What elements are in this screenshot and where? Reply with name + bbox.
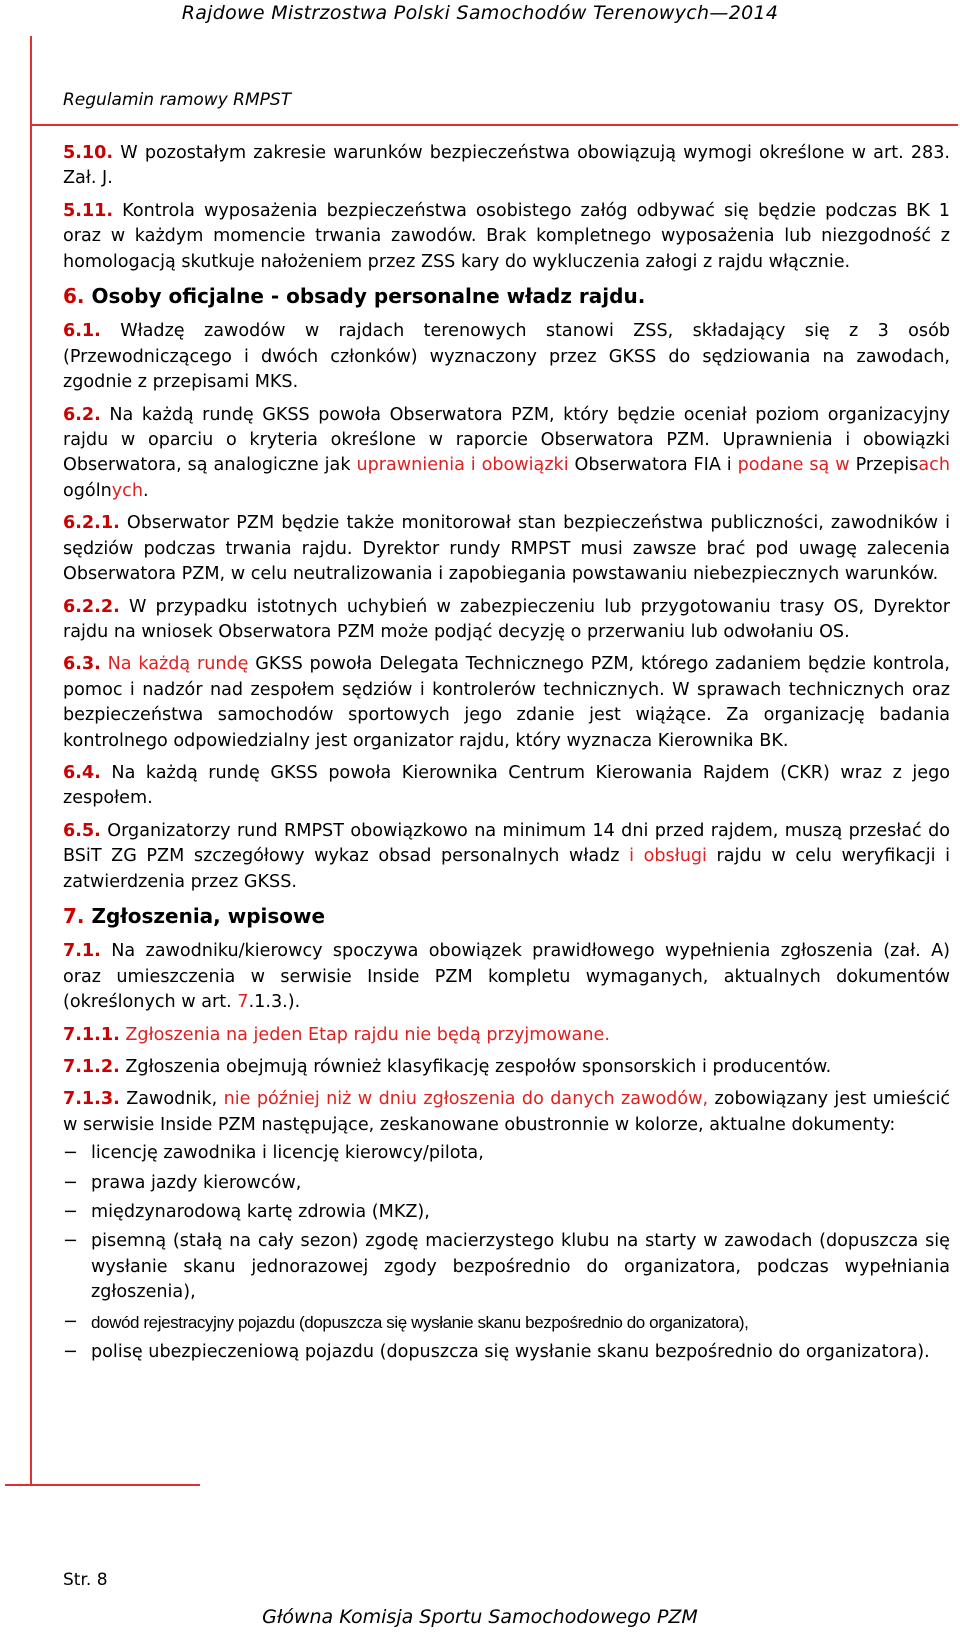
section-heading-7: 7. Zgłoszenia, wpisowe <box>63 903 326 928</box>
list-item: − polisę ubezpieczeniową pojazdu (dopuszcza się wysłanie skanu bezpośrednio do organizatora). <box>63 1340 950 1365</box>
dash-bullet-icon: − <box>63 1172 78 1193</box>
list-item: − dowód rejestracyjny pojazdu (dopuszcza się wysłanie skanu bezpośrednio do organizatora), <box>63 1310 950 1336</box>
paragraph-5-10: 5.10. W pozostałym zakresie warunków bezpieczeństwa obowiązują wymogi określone w art. 283. Zał. J. <box>63 143 951 189</box>
document-subtitle: Regulamin ramowy RMPST <box>63 90 292 110</box>
paragraph-6-4: 6.4. Na każdą rundę GKSS powoła Kierownika Centrum Kierowania Rajdem (CKR) wraz z jego zespołem. <box>63 762 950 809</box>
page-number: Str. 8 <box>63 1570 108 1590</box>
dash-bullet-icon: − <box>63 1311 78 1332</box>
header-rule <box>30 124 958 126</box>
dash-bullet-icon: − <box>63 1202 78 1223</box>
paragraph-7-1-2: 7.1.2. Zgłoszenia obejmują również klasyfikację zespołów sponsorskich i producentów. <box>63 1057 832 1077</box>
paragraph-7-1-1: 7.1.1. Zgłoszenia na jeden Etap rajdu nie będą przyjmowane. <box>63 1024 610 1045</box>
paragraph-7-1-3: 7.1.3. Zawodnik, nie później niż w dniu zgłoszenia do danych zawodów, zobowiązany jest umieścić w serwisie Inside PZM następujące, zeskanowane obustronnie w kolorze, aktualne dokumenty: <box>63 1089 951 1135</box>
paragraph-6-2: 6.2. Na każdą rundę GKSS powoła Obserwatora PZM, który będzie oceniał poziom organizacyjny rajdu w oparciu o kryteria określone w raporcie Obserwatora PZM. Uprawnienia i obowiązki Obserwatora, są analogiczne jak uprawnienia i obowiązki Obserwatora FIA i podane są w Przepisach ogólnych. <box>63 404 951 501</box>
paragraph-6-2-1: 6.2.1. Obserwator PZM będzie także monitorował stan bezpieczeństwa publiczności, zawodników i sędziów podczas trwania rajdu. Dyrektor rundy RMPST musi zawsze brać pod uwagę zalecenia Obserwatora PZM, w celu neutralizowania i zapobiegania powstawaniu niebezpiecznych warunków. <box>63 513 950 585</box>
paragraph-5-11: 5.11. Kontrola wyposażenia bezpieczeństwa osobistego załóg odbywać się będzie podczas BK 1 oraz w każdym momencie trwania zawodów. Brak kompletnego wyposażenia lub niezgodność z homologacją skutkuje nałożeniem przez ZSS kary do wykluczenia załogi z rajdu włącznie. <box>63 200 951 272</box>
dash-bullet-icon: − <box>63 1143 78 1164</box>
paragraph-6-3: 6.3. Na każdą rundę GKSS powoła Delegata Technicznego PZM, którego zadaniem będzie kontrola, pomoc i nadzór nad zespołem sędziów i kontrolerów technicznych. W sprawach technicznych oraz bezpieczeństwa samochodów sportowych jego zdanie jest wiążące. Za organizację badania kontrolnego odpowiedzialny jest organizator rajdu, który wyznacza Kierownika BK. <box>63 654 951 751</box>
dash-bullet-icon: − <box>63 1342 78 1363</box>
paragraph-6-2-2: 6.2.2. W przypadku istotnych uchybień w zabezpieczeniu lub przygotowaniu trasy OS, Dyrektor rajdu na wniosek Obserwatora PZM może podjąć decyzję o przerwaniu lub odwołaniu OS. <box>63 596 950 642</box>
list-item: − prawa jazdy kierowców, <box>63 1171 950 1196</box>
paragraph-7-1: 7.1. Na zawodniku/kierowcy spoczywa obowiązek prawidłowego wypełnienia zgłoszenia (zał. A) oraz umieszczenia w serwisie Inside PZM kompletu wymaganych, aktualnych dokumentów (określonych w art. 7.1.3.). <box>63 941 950 1013</box>
document-list <box>63 1141 950 1365</box>
list-item: − międzynarodową kartę zdrowia (MKZ), <box>63 1200 950 1225</box>
document-body <box>63 141 950 1369</box>
running-header: Rajdowe Mistrzostwa Polski Samochodów Terenowych—2014 <box>181 2 779 24</box>
list-item: − pisemną (stałą na cały sezon) zgodę macierzystego klubu na starty w zawodach (dopuszcza się wysłanie skanu jednorazowej zgody bezpośrednio do organizatora, podczas wypełniania zgłoszenia), <box>63 1231 950 1303</box>
paragraph-6-5: 6.5. Organizatorzy rund RMPST obowiązkowo na minimum 14 dni przed rajdem, muszą przesłać do BSiT ZG PZM szczegółowy wykaz obsad personalnych władz i obsługi rajdu w celu weryfikacji i zatwierdzenia przez GKSS. <box>63 820 951 892</box>
section-heading-6: 6. Osoby oficjalne - obsady personalne władz rajdu. <box>63 284 646 309</box>
running-footer: Główna Komisja Sportu Samochodowego PZM <box>262 1606 698 1628</box>
dash-bullet-icon: − <box>63 1231 78 1252</box>
footer-rule <box>5 1484 200 1486</box>
list-item: − licencję zawodnika i licencję kierowcy/pilota, <box>63 1141 950 1166</box>
margin-rule-vertical <box>30 36 32 1484</box>
paragraph-6-1: 6.1. Władzę zawodów w rajdach terenowych stanowi ZSS, składający się z 3 osób (Przewodniczącego i dwóch członków) wyznaczony przez GKSS do sędziowania na zawodach, zgodnie z przepisami MKS. <box>63 321 950 393</box>
